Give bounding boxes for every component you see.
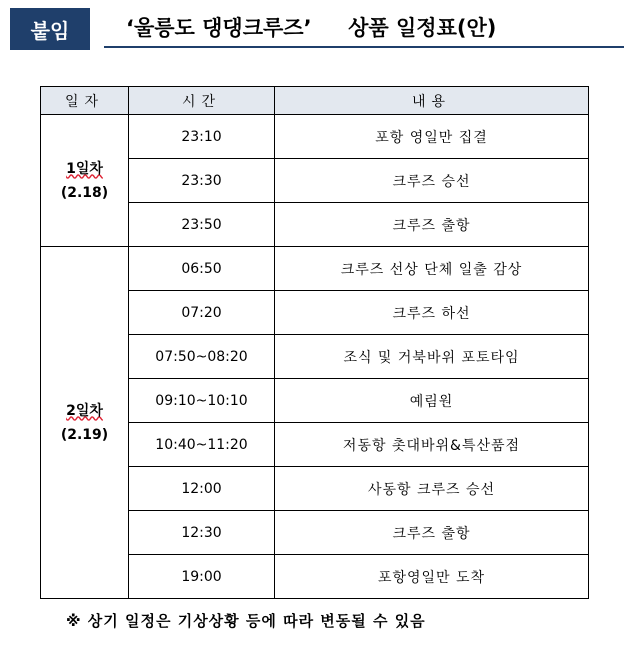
time-cell: 23:50 [129,203,275,247]
content-cell: 저동항 촛대바위&특산품점 [275,423,589,467]
day-cell [41,115,129,247]
content-cell: 크루즈 출항 [275,511,589,555]
day-label: 1일차 [66,160,103,177]
day-date: (2.19) [60,426,109,443]
table-row [41,247,589,291]
column-header-day: 일자 [41,87,129,115]
time-cell: 12:00 [129,467,275,511]
content-cell: 포항 영일만 집결 [275,115,589,159]
content-cell: 크루즈 승선 [275,159,589,203]
column-header-content: 내용 [275,87,589,115]
time-cell: 09:10~10:10 [129,379,275,423]
schedule-table [40,86,589,599]
time-cell: 12:30 [129,511,275,555]
time-cell: 23:30 [129,159,275,203]
day-label: 2일차 [66,402,103,419]
column-header-time: 시간 [129,87,275,115]
content-cell: 포항영일만 도착 [275,555,589,599]
page-title: ‘울릉도 댕댕크루즈’ 상품 일정표(안) [104,8,624,48]
table-row [41,115,589,159]
footnote: ※ 상기 일정은 기상상황 등에 따라 변동될 수 있음 [66,612,426,630]
content-cell: 조식 및 거북바위 포토타임 [275,335,589,379]
time-cell: 10:40~11:20 [129,423,275,467]
content-cell: 예림원 [275,379,589,423]
day-cell [41,247,129,599]
time-cell: 06:50 [129,247,275,291]
content-cell: 크루즈 선상 단체 일출 감상 [275,247,589,291]
content-cell: 크루즈 하선 [275,291,589,335]
content-cell: 크루즈 출항 [275,203,589,247]
document-header [10,8,626,50]
time-cell: 07:50~08:20 [129,335,275,379]
time-cell: 19:00 [129,555,275,599]
time-cell: 07:20 [129,291,275,335]
day-date: (2.18) [60,184,109,201]
attachment-tag: 붙임 [10,8,90,50]
table-header-row [41,87,589,115]
time-cell: 23:10 [129,115,275,159]
content-cell: 사동항 크루즈 승선 [275,467,589,511]
